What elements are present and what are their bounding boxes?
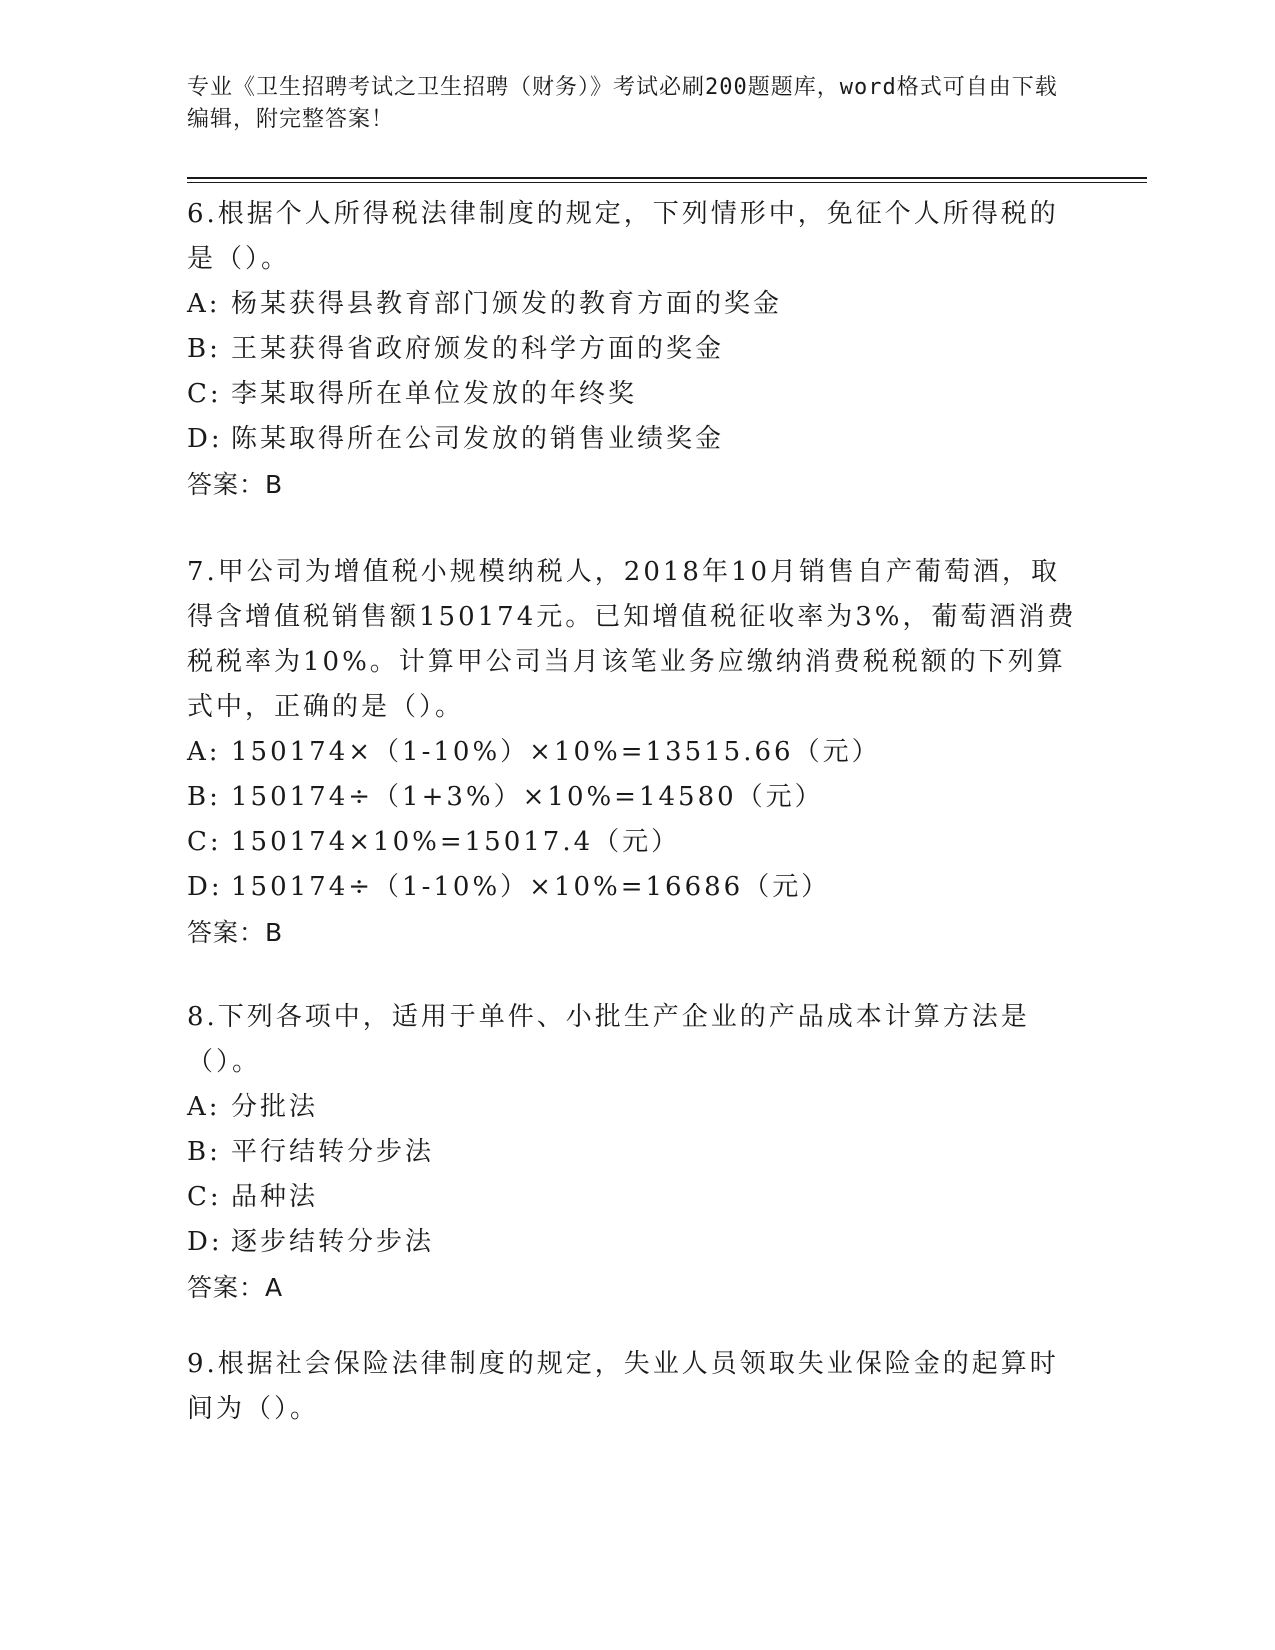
option-text: 品种法 <box>231 1182 319 1212</box>
option-key: B: <box>187 1137 221 1167</box>
option-a <box>187 282 1087 327</box>
question-stem: 7.甲公司为增值税小规模纳税人，2018年10月销售自产葡萄酒，取得含增值税销售额150174元。已知增值税征收率为3%，葡萄酒消费税税率为10%。计算甲公司当月该笔业务应缴纳消费税税额的下列算式中，正确的是（）。 <box>187 557 1077 722</box>
option-text: 李某取得所在单位发放的年终奖 <box>231 379 638 409</box>
option-key: A: <box>187 1092 221 1122</box>
option-key: B: <box>187 782 221 812</box>
question-9 <box>187 1342 1087 1432</box>
option-text: 150174×（1-10%）×10%=13515.66（元） <box>231 737 881 767</box>
answer: 答案：B <box>187 918 284 947</box>
option-key: D: <box>187 424 223 454</box>
header-divider <box>187 177 1147 179</box>
question-stem: 6.根据个人所得税法律制度的规定，下列情形中，免征个人所得税的是（）。 <box>187 199 1059 274</box>
question-6 <box>187 192 1087 507</box>
option-key: C: <box>187 379 222 409</box>
option-text: 150174÷（1+3%）×10%=14580（元） <box>231 782 824 812</box>
option-c <box>187 820 1087 865</box>
option-text: 杨某获得县教育部门颁发的教育方面的奖金 <box>231 289 783 319</box>
question-stem: 9.根据社会保险法律制度的规定，失业人员领取失业保险金的起算时间为（）。 <box>187 1349 1059 1424</box>
option-text: 平行结转分步法 <box>231 1137 435 1167</box>
option-b <box>187 327 1087 372</box>
option-text: 150174×10%=15017.4（元） <box>231 827 681 857</box>
option-text: 王某获得省政府颁发的科学方面的奖金 <box>231 334 725 364</box>
option-b <box>187 1130 1087 1175</box>
header-divider-thin <box>187 182 1147 183</box>
option-key: D: <box>187 1227 223 1257</box>
option-b <box>187 775 1087 820</box>
option-text: 陈某取得所在公司发放的销售业绩奖金 <box>231 424 725 454</box>
option-key: C: <box>187 827 222 857</box>
question-stem: 8.下列各项中，适用于单件、小批生产企业的产品成本计算方法是（）。 <box>187 1002 1030 1077</box>
option-d <box>187 865 1087 910</box>
option-a <box>187 1085 1087 1130</box>
option-a <box>187 730 1087 775</box>
answer: 答案：B <box>187 470 284 499</box>
page-header: 专业《卫生招聘考试之卫生招聘（财务）》考试必刷200题题库，word格式可自由下载编辑，附完整答案！ <box>187 75 1058 132</box>
option-c <box>187 372 1087 417</box>
option-key: A: <box>187 737 221 767</box>
option-c <box>187 1175 1087 1220</box>
option-d <box>187 1220 1087 1265</box>
option-text: 150174÷（1-10%）×10%=16686（元） <box>231 872 831 902</box>
option-key: D: <box>187 872 223 902</box>
option-key: B: <box>187 334 221 364</box>
option-text: 逐步结转分步法 <box>231 1227 435 1257</box>
option-key: C: <box>187 1182 222 1212</box>
question-7 <box>187 550 1087 955</box>
question-8 <box>187 995 1087 1310</box>
option-text: 分批法 <box>231 1092 319 1122</box>
answer: 答案：A <box>187 1273 284 1302</box>
option-d <box>187 417 1087 462</box>
option-key: A: <box>187 289 221 319</box>
